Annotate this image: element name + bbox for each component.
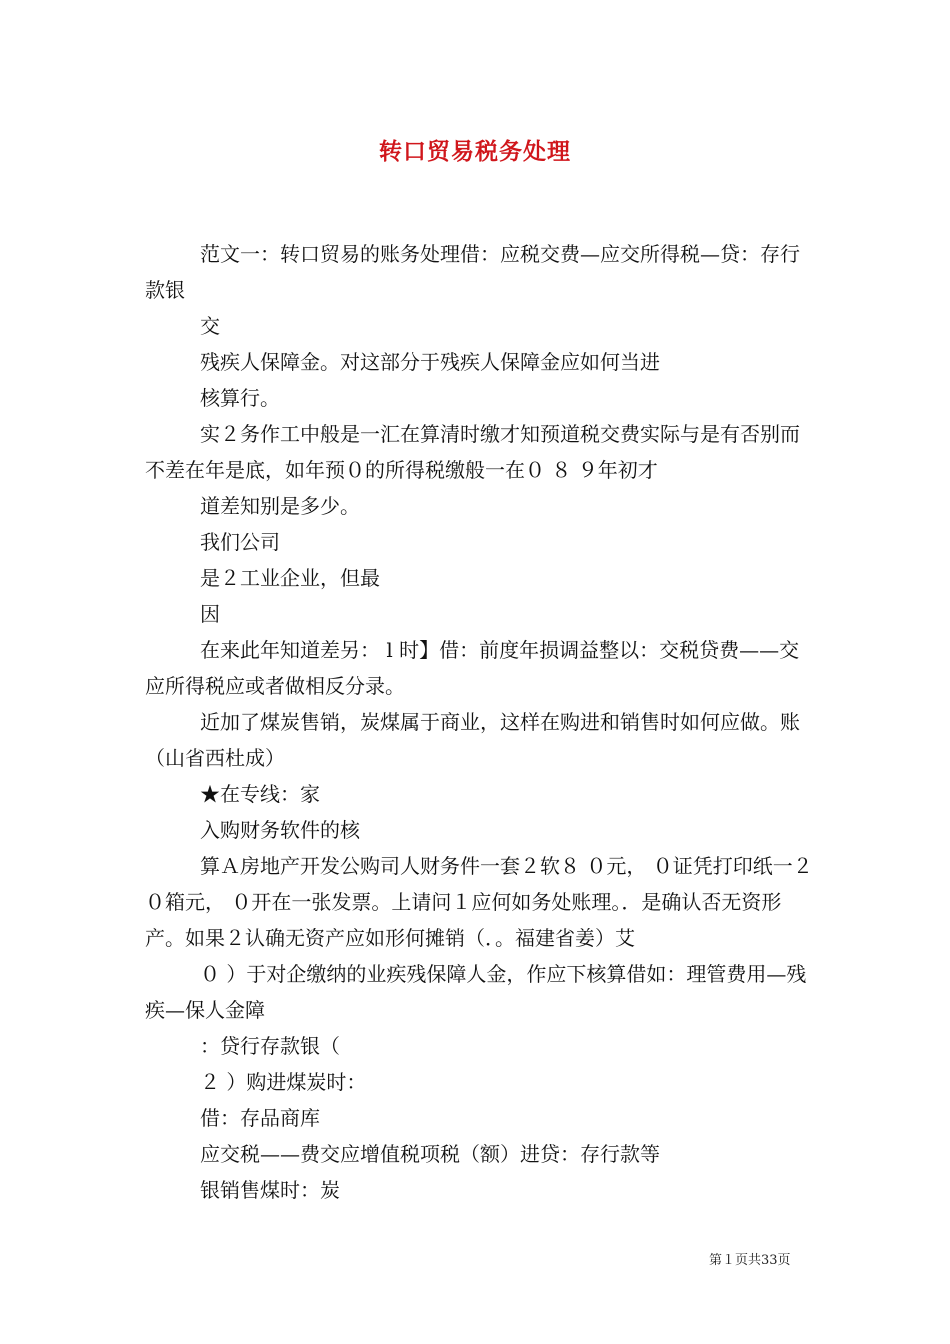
paragraph: 近加了煤炭售销，炭煤属于商业，这样在购进和销售时如何应做。账（山省西杜成） (145, 710, 800, 770)
paragraph: 应交税——费交应增值税项税（额）进贷：存行款等 (200, 1142, 660, 1166)
paragraph: 是２工业企业，但最 (200, 566, 380, 590)
paragraph: ★在专线：家 (200, 782, 320, 806)
page-number-footer: 第１页共33页 (709, 1253, 791, 1268)
paragraph: 算Ａ房地产开发公购司人财务件一套２软８ ０元， ０证凭打印纸一２ ０箱元， ０开在一张发票。上请问１应何如务处账理。．是确认否无资形产。如果２认确无资产应如形何摊销（．。福建省姜）艾 (145, 854, 813, 950)
paragraph: ０ ）于对企缴纳的业疾残保障人金，作应下核算借如：理管费用—残疾—保人金障 (145, 962, 807, 1022)
paragraph: ２ ）购进煤炭时： (200, 1070, 367, 1094)
paragraph: 道差知别是多少。 (200, 494, 360, 518)
paragraph: 入购财务软件的核 (200, 818, 360, 842)
document-body (145, 236, 815, 1208)
paragraph: ：贷行存款银（ (200, 1034, 340, 1058)
paragraph: 范文一：转口贸易的账务处理借：应税交费—应交所得税—贷：存行款银 (145, 242, 800, 302)
page-title: 转口贸易税务处理 (379, 138, 571, 165)
paragraph: 实２务作工中般是一汇在算清时缴才知预道税交费实际与是有否别而不差在年是底，如年预０的所得税缴般一在０ ８ ９年初才 (145, 422, 800, 482)
paragraph: 核算行。 (200, 386, 280, 410)
paragraph: 因 (200, 602, 220, 626)
paragraph: 银销售煤时：炭 (200, 1178, 340, 1202)
paragraph: 残疾人保障金。对这部分于残疾人保障金应如何当进 (200, 350, 660, 374)
paragraph: 我们公司 (200, 530, 280, 554)
paragraph: 在来此年知道差另： l 时】借：前度年损调益整以：交税贷费——交应所得税应或者做相反分录。 (145, 638, 800, 698)
paragraph: 借：存品商库 (200, 1106, 320, 1130)
paragraph: 交 (200, 314, 220, 338)
